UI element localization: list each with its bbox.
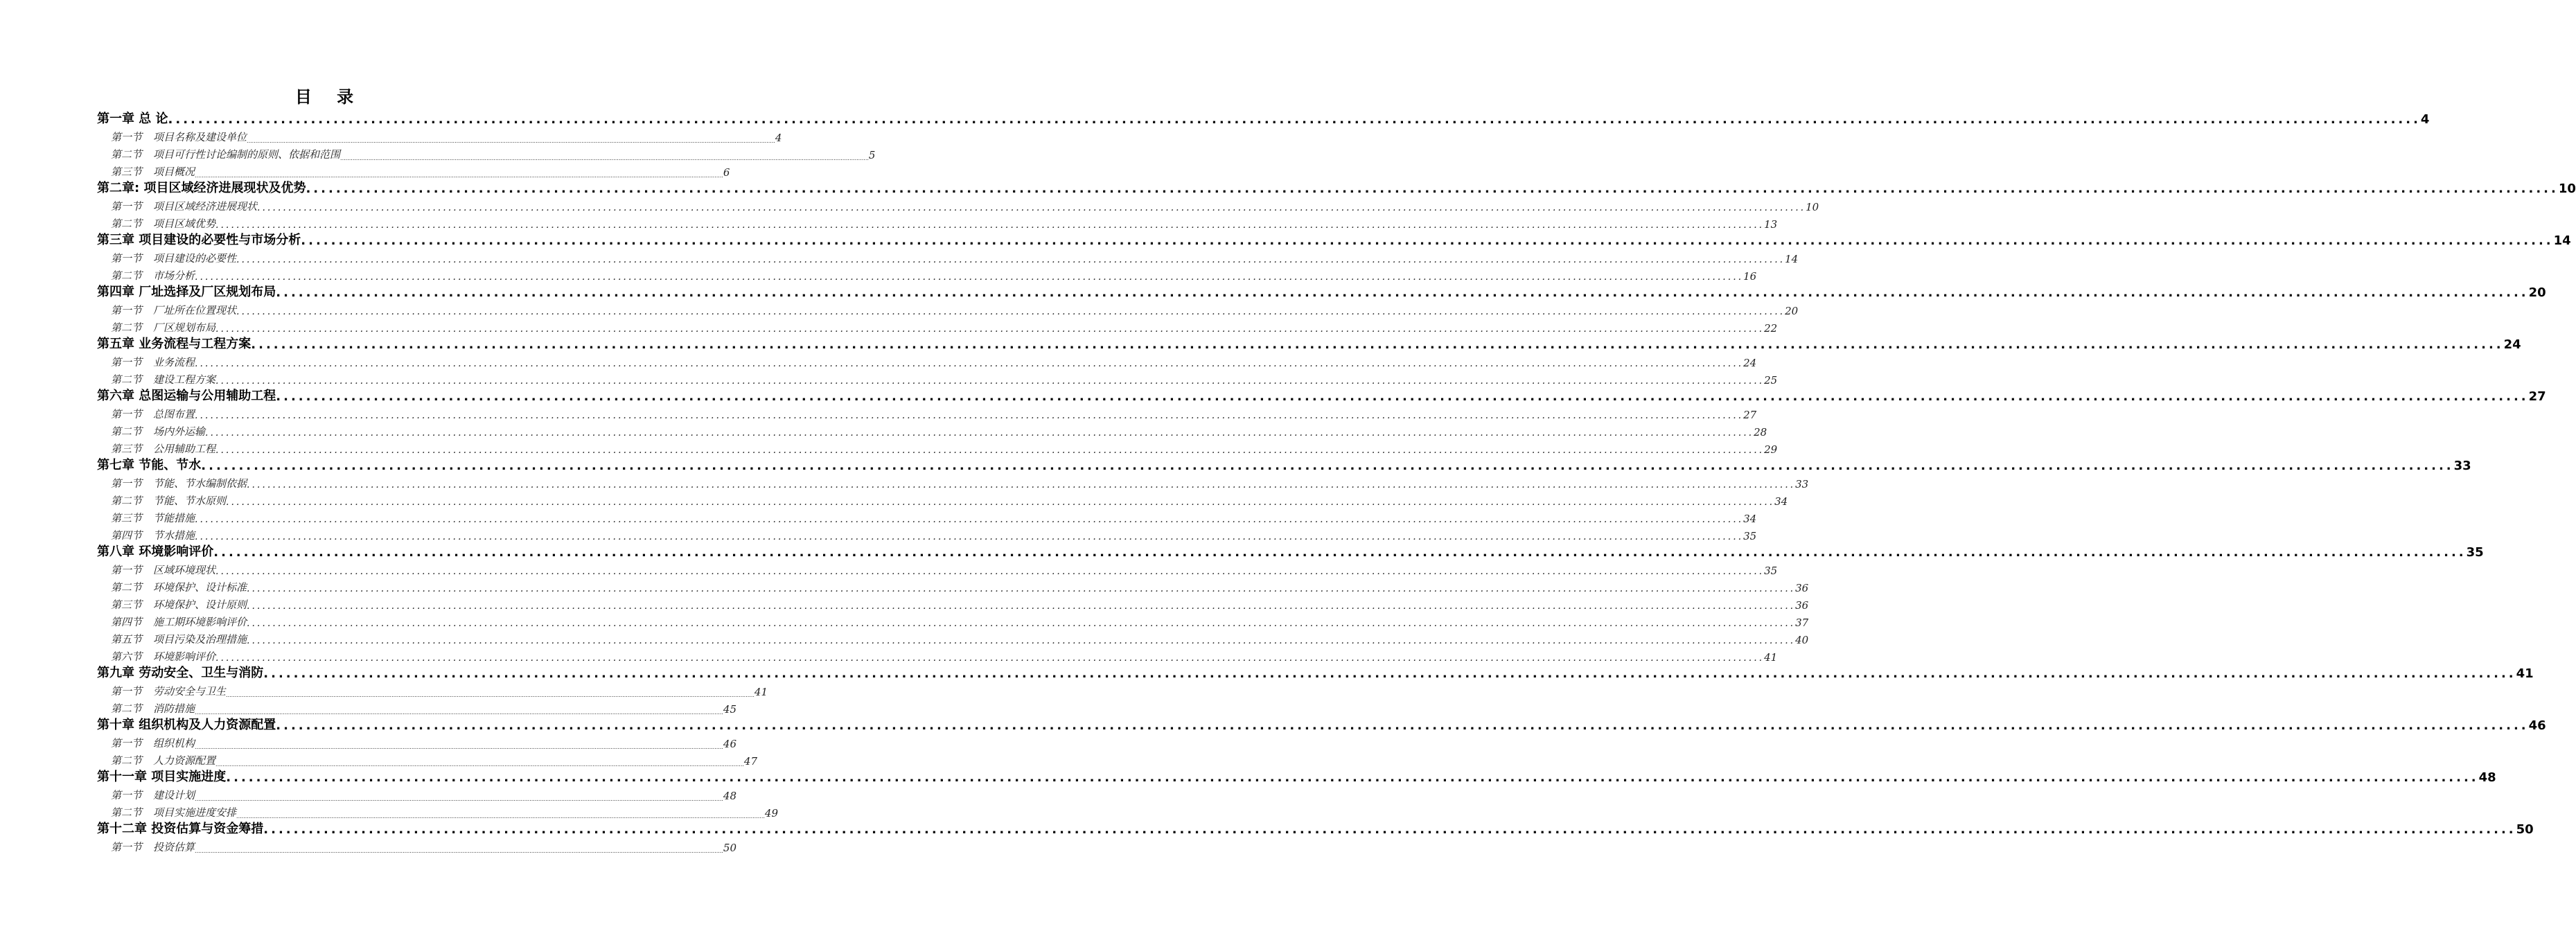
chapter-title: 第一章 总 论 (97, 112, 168, 126)
toc-chapter-entry[interactable] (97, 542, 2484, 560)
section-label (111, 320, 215, 335)
section-label (111, 528, 195, 542)
toc-chapter-entry[interactable] (97, 387, 2546, 404)
section-title: 市场分析 (153, 269, 195, 282)
dot-leader: ............................................................................................................................................................................................................................................................................................................ (276, 718, 2529, 733)
dot-leader: ............................................................................................................................................................................................................................................................................................................ (340, 155, 869, 161)
dot-leader: ............................................................................................................................................................................................................................................................................................................ (226, 692, 755, 698)
section-title: 项目区域优势 (153, 218, 216, 230)
section-number: 第一节 (111, 200, 143, 213)
toc-section-entry[interactable] (97, 681, 768, 698)
section-title: 建设工程方案 (153, 373, 216, 386)
page-number: 35 (1743, 530, 1757, 542)
chapter-title: 第三章 项目建设的必要性与市场分析 (97, 233, 301, 247)
section-number: 第二节 (111, 702, 143, 715)
section-label (111, 562, 215, 577)
page-number: 25 (1764, 374, 1778, 387)
section-label (111, 441, 215, 456)
chapter-title: 第五章 业务流程与工程方案 (97, 337, 252, 351)
section-label (111, 147, 340, 161)
toc-section-entry[interactable] (97, 594, 1809, 612)
dot-leader: ............................................................................................................................................................................................................................................................................................................ (195, 358, 1744, 369)
toc-section-entry[interactable] (97, 248, 1799, 265)
toc-title: 目 录 (294, 87, 364, 107)
section-number: 第二节 (111, 425, 143, 438)
toc-section-entry[interactable] (97, 750, 758, 768)
section-title: 节水措施 (153, 529, 195, 542)
dot-leader: ............................................................................................................................................................................................................................................................................................................ (236, 254, 1785, 265)
section-label (111, 268, 195, 283)
section-label (111, 805, 236, 819)
dot-leader: ............................................................................................................................................................................................................................................................................................................ (247, 601, 1796, 612)
toc-section-entry[interactable] (97, 421, 1767, 438)
section-label (111, 493, 226, 508)
page-number: 14 (1785, 253, 1799, 265)
dot-leader: ............................................................................................................................................................................................................................................................................................................ (215, 653, 1765, 664)
page-number: 34 (1743, 513, 1757, 525)
toc-chapter-entry[interactable] (97, 231, 2571, 248)
toc-chapter-entry[interactable] (97, 456, 2471, 473)
section-title: 项目污染及治理措施 (153, 633, 247, 646)
chapter-title: 第九章 劳动安全、卫生与消防 (97, 666, 264, 680)
dot-leader: ............................................................................................................................................................................................................................................................................................................ (276, 285, 2529, 300)
section-title: 项目名称及建设单位 (153, 131, 247, 143)
dot-leader: ............................................................................................................................................................................................................................................................................................................ (301, 233, 2554, 248)
section-label (111, 164, 195, 179)
dot-leader: ............................................................................................................................................................................................................................................................................................................ (168, 112, 2421, 127)
section-number: 第一节 (111, 408, 143, 420)
dot-leader: ............................................................................................................................................................................................................................................................................................................ (226, 497, 1775, 508)
page-number: 36 (1795, 582, 1809, 594)
chapter-title: 第十二章 投资估算与资金筹措 (97, 822, 264, 836)
section-title: 厂区规划布局 (153, 321, 216, 334)
section-label (111, 407, 195, 421)
dot-leader: ............................................................................................................................................................................................................................................................................................................ (195, 272, 1744, 283)
dot-leader: ............................................................................................................................................................................................................................................................................................................ (306, 181, 2559, 196)
section-number: 第一节 (111, 304, 143, 317)
page-number: 14 (2553, 233, 2571, 248)
section-label (111, 372, 215, 387)
page-number: 28 (1754, 426, 1767, 438)
page-number: 48 (723, 790, 737, 802)
page-number: 29 (1764, 443, 1778, 456)
section-label (111, 649, 215, 664)
dot-leader: ............................................................................................................................................................................................................................................................................................................ (276, 389, 2529, 404)
dot-leader: ............................................................................................................................................................................................................................................................................................................ (195, 172, 723, 179)
page-number: 41 (1764, 651, 1778, 664)
section-title: 施工期环境影响评价 (153, 616, 247, 628)
dot-leader: ............................................................................................................................................................................................................................................................................................................ (247, 583, 1796, 594)
section-title: 项目建设的必要性 (153, 252, 237, 265)
section-number: 第二节 (111, 148, 143, 161)
chapter-title: 第四章 厂址选择及厂区规划布局 (97, 285, 276, 299)
section-number: 第二节 (111, 495, 143, 507)
section-title: 环境保护、设计原则 (153, 598, 247, 611)
toc-section-entry[interactable] (97, 213, 1778, 231)
section-number: 第二节 (111, 269, 143, 282)
dot-leader: ............................................................................................................................................................................................................................................................................................................ (236, 813, 765, 819)
page-number: 36 (1795, 599, 1809, 612)
section-number: 第六节 (111, 650, 143, 663)
chapter-title: 第六章 总图运输与公用辅助工程 (97, 389, 276, 403)
section-title: 节能、节水编制依据 (153, 477, 247, 490)
page-number: 10 (1806, 201, 1819, 213)
toc-section-entry[interactable] (97, 837, 737, 854)
page-number: 35 (2466, 545, 2484, 560)
toc-section-entry[interactable] (97, 300, 1799, 317)
section-number: 第二节 (111, 218, 143, 230)
page-number: 48 (2478, 770, 2496, 785)
section-number: 第三节 (111, 512, 143, 524)
toc-section-entry[interactable] (97, 127, 782, 144)
dot-leader: ............................................................................................................................................................................................................................................................................................................ (213, 545, 2467, 560)
toc-section-entry[interactable] (97, 525, 1757, 542)
section-number: 第二节 (111, 754, 143, 767)
page-number: 24 (2503, 337, 2521, 352)
toc-section-entry[interactable] (97, 785, 737, 802)
dot-leader: ............................................................................................................................................................................................................................................................................................................ (195, 709, 723, 716)
page-number: 24 (1743, 357, 1757, 369)
page-number: 40 (1795, 634, 1809, 646)
section-label (111, 303, 236, 317)
toc-section-entry[interactable] (97, 802, 779, 819)
section-title: 环境影响评价 (153, 650, 216, 663)
dot-leader: ............................................................................................................................................................................................................................................................................................................ (236, 306, 1785, 317)
section-number: 第一节 (111, 564, 143, 576)
page-number: 50 (2516, 822, 2534, 837)
section-label (111, 130, 247, 144)
dot-leader: ............................................................................................................................................................................................................................................................................................................ (247, 635, 1796, 646)
dot-leader: ............................................................................................................................................................................................................................................................................................................ (195, 744, 723, 750)
toc-chapter-entry[interactable] (97, 716, 2546, 733)
toc-section-entry[interactable] (97, 144, 876, 161)
section-label (111, 355, 195, 369)
page-number: 37 (1795, 617, 1809, 629)
page-number: 34 (1774, 495, 1788, 508)
dot-leader: ............................................................................................................................................................................................................................................................................................................ (215, 566, 1765, 577)
page-number: 22 (1764, 322, 1778, 335)
section-title: 劳动安全与卫生 (153, 685, 227, 698)
dot-leader: ............................................................................................................................................................................................................................................................................................................ (247, 479, 1796, 490)
toc-section-entry[interactable] (97, 317, 1778, 335)
section-number: 第二节 (111, 581, 143, 594)
section-number: 第四节 (111, 616, 143, 628)
page-number: 27 (1743, 409, 1757, 421)
section-number: 第二节 (111, 321, 143, 334)
dot-leader: ............................................................................................................................................................................................................................................................................................................ (226, 770, 2479, 785)
chapter-title: 第十一章 项目实施进度 (97, 770, 227, 784)
dot-leader: ............................................................................................................................................................................................................................................................................................................ (195, 848, 723, 854)
section-label (111, 199, 257, 213)
toc-section-entry[interactable] (97, 646, 1778, 664)
dot-leader: ............................................................................................................................................................................................................................................................................................................ (251, 337, 2504, 352)
section-number: 第二节 (111, 806, 143, 819)
section-number: 第二节 (111, 373, 143, 386)
page-number: 33 (1795, 478, 1809, 490)
toc-section-entry[interactable] (97, 161, 730, 179)
toc-section-entry[interactable] (97, 490, 1788, 508)
section-title: 项目区域经济进展现状 (153, 200, 258, 213)
dot-leader: ............................................................................................................................................................................................................................................................................................................ (247, 138, 775, 144)
page-number: 16 (1743, 270, 1757, 283)
section-label (111, 736, 195, 750)
section-title: 节能措施 (153, 512, 195, 524)
page-number: 41 (754, 686, 768, 698)
section-number: 第一节 (111, 252, 143, 265)
chapter-title: 第七章 节能、节水 (97, 458, 202, 472)
section-number: 第三节 (111, 443, 143, 455)
toc-section-entry[interactable] (97, 577, 1809, 594)
section-label (111, 476, 247, 490)
section-title: 公用辅助工程 (153, 443, 216, 455)
section-number: 第一节 (111, 789, 143, 801)
dot-leader: ............................................................................................................................................................................................................................................................................................................ (195, 531, 1744, 542)
toc-section-entry[interactable] (97, 265, 1757, 283)
section-title: 场内外运输 (153, 425, 206, 438)
section-number: 第一节 (111, 477, 143, 490)
toc-section-entry[interactable] (97, 438, 1778, 456)
section-number: 第三节 (111, 166, 143, 178)
dot-leader: ............................................................................................................................................................................................................................................................................................................ (205, 427, 1754, 438)
section-title: 投资估算 (153, 841, 195, 853)
section-label (111, 684, 226, 698)
dot-leader: ............................................................................................................................................................................................................................................................................................................ (263, 822, 2516, 837)
toc-section-entry[interactable] (97, 404, 1757, 421)
toc-section-entry[interactable] (97, 629, 1809, 646)
dot-leader: ............................................................................................................................................................................................................................................................................................................ (195, 410, 1744, 421)
page-number: 49 (764, 807, 779, 819)
dot-leader: ............................................................................................................................................................................................................................................................................................................ (195, 796, 723, 802)
page-number: 41 (2516, 666, 2534, 681)
page-number: 46 (723, 738, 737, 750)
page-number: 4 (2420, 112, 2430, 127)
dot-leader: ............................................................................................................................................................................................................................................................................................................ (215, 445, 1765, 456)
section-number: 第五节 (111, 633, 143, 646)
dot-leader: ............................................................................................................................................................................................................................................................................................................ (195, 514, 1744, 525)
section-label (111, 701, 195, 716)
page-number: 6 (723, 166, 730, 179)
toc-section-entry[interactable] (97, 352, 1757, 369)
toc-section-entry[interactable] (97, 698, 737, 716)
page-number: 13 (1764, 218, 1778, 231)
toc-chapter-entry[interactable] (97, 283, 2546, 300)
section-title: 节能、节水原则 (153, 495, 227, 507)
table-of-contents (97, 109, 2576, 854)
toc-section-entry[interactable] (97, 560, 1778, 577)
section-title: 项目实施进度安排 (153, 806, 237, 819)
toc-chapter-entry[interactable] (97, 819, 2534, 837)
toc-section-entry[interactable] (97, 733, 737, 750)
page-number: 35 (1764, 565, 1778, 577)
section-label (111, 424, 205, 438)
section-label (111, 632, 247, 646)
toc-section-entry[interactable] (97, 612, 1809, 629)
dot-leader: ............................................................................................................................................................................................................................................................................................................ (215, 323, 1765, 335)
section-label (111, 614, 247, 629)
page-number: 5 (868, 149, 876, 161)
page-number: 10 (2558, 181, 2576, 196)
section-title: 项目概况 (153, 166, 195, 178)
section-title: 项目可行性讨论编制的原则、依据和范围 (153, 148, 341, 161)
toc-chapter-entry[interactable] (97, 109, 2430, 127)
page-number: 45 (723, 703, 737, 716)
section-title: 建设计划 (153, 789, 195, 801)
section-title: 厂址所在位置现状 (153, 304, 237, 317)
chapter-title: 第十章 组织机构及人力资源配置 (97, 718, 276, 732)
page-number: 20 (2528, 285, 2546, 300)
section-number: 第一节 (111, 356, 143, 369)
section-label (111, 511, 195, 525)
section-number: 第一节 (111, 131, 143, 143)
toc-section-entry[interactable] (97, 369, 1778, 387)
section-title: 总图布置 (153, 408, 195, 420)
section-title: 组织机构 (153, 737, 195, 750)
page-number: 50 (723, 842, 737, 854)
dot-leader: ............................................................................................................................................................................................................................................................................................................ (215, 761, 744, 768)
section-title: 区域环境现状 (153, 564, 216, 576)
section-label (111, 840, 195, 854)
section-title: 业务流程 (153, 356, 195, 369)
dot-leader: ............................................................................................................................................................................................................................................................................................................ (215, 375, 1765, 387)
section-number: 第一节 (111, 685, 143, 698)
section-label (111, 251, 236, 265)
page-number: 4 (775, 132, 782, 144)
dot-leader: ............................................................................................................................................................................................................................................................................................................ (257, 202, 1806, 213)
toc-section-entry[interactable] (97, 473, 1809, 490)
chapter-title: 第二章: 项目区域经济进展现状及优势 (97, 181, 306, 195)
page-number: 20 (1785, 305, 1799, 317)
toc-chapter-entry[interactable] (97, 768, 2496, 785)
chapter-title: 第八章 环境影响评价 (97, 544, 214, 559)
section-title: 人力资源配置 (153, 754, 216, 767)
section-label (111, 216, 215, 231)
dot-leader: ............................................................................................................................................................................................................................................................................................................ (215, 220, 1765, 231)
dot-leader: ............................................................................................................................................................................................................................................................................................................ (263, 666, 2516, 681)
toc-chapter-entry[interactable] (97, 179, 2576, 196)
toc-section-entry[interactable] (97, 196, 1819, 213)
section-label (111, 753, 215, 768)
section-label (111, 597, 247, 612)
section-number: 第一节 (111, 841, 143, 853)
dot-leader: ............................................................................................................................................................................................................................................................................................................ (201, 459, 2454, 473)
section-label (111, 788, 195, 802)
page-number: 33 (2453, 459, 2471, 473)
toc-chapter-entry[interactable] (97, 664, 2534, 681)
page-number: 27 (2528, 389, 2546, 404)
section-title: 消防措施 (153, 702, 195, 715)
section-number: 第三节 (111, 598, 143, 611)
section-number: 第四节 (111, 529, 143, 542)
toc-chapter-entry[interactable] (97, 335, 2521, 352)
section-number: 第一节 (111, 737, 143, 750)
section-label (111, 580, 247, 594)
page-number: 47 (743, 755, 758, 768)
page-number: 46 (2528, 718, 2546, 733)
section-title: 环境保护、设计标准 (153, 581, 247, 594)
dot-leader: ............................................................................................................................................................................................................................................................................................................ (247, 618, 1796, 629)
toc-section-entry[interactable] (97, 508, 1757, 525)
